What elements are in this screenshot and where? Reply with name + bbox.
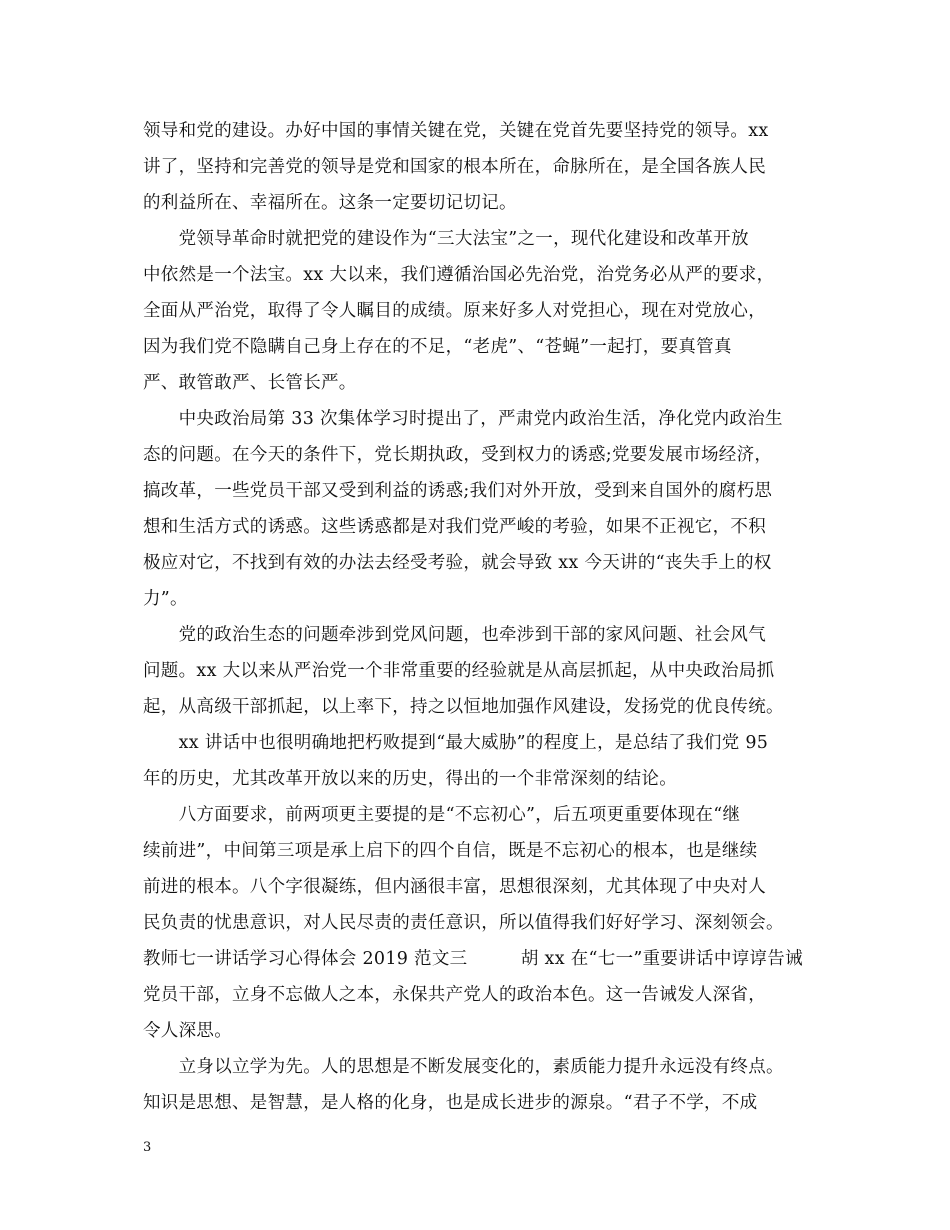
- text-line: 力”。: [143, 589, 188, 609]
- text-line: 党的政治生态的问题牵涉到党风问题，也牵涉到干部的家风问题、社会风气: [143, 625, 766, 645]
- text-line: 教师七一讲话学习心得体会 2019 范文三 胡 xx 在“七一”重要讲话中谆谆告诫: [143, 949, 803, 969]
- text-line: 党领导革命时就把党的建设作为“三大法宝”之一，现代化建设和改革开放: [143, 229, 749, 249]
- text-line: xx 讲话中也很明确地把朽败提到“最大威胁”的程度上，是总结了我们党 95: [143, 733, 769, 753]
- text-line: 民负责的忧患意识，对人民尽责的责任意识，所以值得我们好好学习、深刻领会。: [143, 913, 784, 933]
- text-line: 续前进”，中间第三项是承上启下的四个自信，既是不忘初心的根本，也是继续: [143, 841, 758, 861]
- text-line: 中依然是一个法宝。xx 大以来，我们遵循治国必先治党，治党务必从严的要求，: [143, 265, 775, 285]
- text-line: 想和生活方式的诱惑。这些诱惑都是对我们党严峻的考验，如果不正视它，不积: [143, 517, 766, 537]
- text-line: 讲了，坚持和完善党的领导是党和国家的根本所在，命脉所在，是全国各族人民: [143, 157, 766, 177]
- text-line: 年的历史，尤其改革开放以来的历史，得出的一个非常深刻的结论。: [143, 769, 677, 789]
- text-line: 问题。xx 大以来从严治党一个非常重要的经验就是从高层抓起，从中央政治局抓: [143, 661, 775, 681]
- text-line: 党员干部，立身不忘做人之本，永保共产党人的政治本色。这一告诫发人深省，: [143, 985, 766, 1005]
- text-line: 领导和党的建设。办好中国的事情关键在党，关键在党首先要坚持党的领导。xx: [143, 121, 769, 141]
- text-line: 八方面要求，前两项更主要提的是“不忘初心”，后五项更重要体现在“继: [143, 805, 741, 825]
- text-line: 立身以立学为先。人的思想是不断发展变化的，素质能力提升永远没有终点。: [143, 1057, 784, 1077]
- text-line: 令人深思。: [143, 1021, 232, 1041]
- text-line: 搞改革，一些党员干部又受到利益的诱惑;我们对外开放，受到来自国外的腐朽思: [143, 481, 773, 501]
- text-line: 态的问题。在今天的条件下，党长期执政，受到权力的诱惑;党要发展市场经济，: [143, 445, 773, 465]
- text-line: 因为我们党不隐瞒自己身上存在的不足，“老虎”、“苍蝇”一起打，要真管真: [143, 337, 732, 357]
- text-line: 中央政治局第 33 次集体学习时提出了，严肃党内政治生活，净化党内政治生: [143, 409, 783, 429]
- text-line: 严、敢管敢严、长管长严。: [143, 373, 357, 393]
- text-line: 前进的根本。八个字很凝练，但内涵很丰富，思想很深刻，尤其体现了中央对人: [143, 877, 766, 897]
- page-number: 3: [143, 1140, 152, 1155]
- text-line: 知识是思想、是智慧，是人格的化身，也是成长进步的源泉。“君子不学，不成: [143, 1093, 758, 1113]
- text-line: 的利益所在、幸福所在。这条一定要切记切记。: [143, 193, 517, 213]
- text-line: 起，从高级干部抓起，以上率下，持之以恒地加强作风建设，发扬党的优良传统。: [143, 697, 784, 717]
- text-line: 极应对它，不找到有效的办法去经受考验，就会导致 xx 今天讲的“丧失手上的权: [143, 553, 772, 573]
- text-line: 全面从严治党，取得了令人瞩目的成绩。原来好多人对党担心，现在对党放心，: [143, 301, 766, 321]
